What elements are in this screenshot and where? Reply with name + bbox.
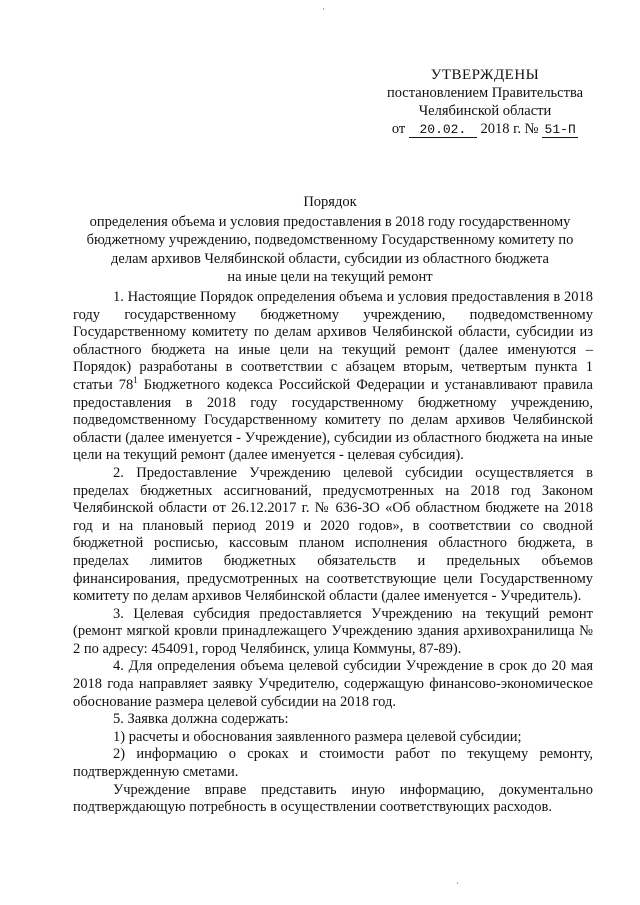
title-line-2: бюджетному учреждению, подведомственному Государственному комитету по [86, 232, 574, 248]
paragraph-2: 2. Предоставление Учреждению целевой субсидии осуществляется в пределах бюджетных ассигнований, предусмотренных на 2018 год Законом Челябинской области от 26.12.2017 г. № 636-ЗО «Об областном бюджете на 2018 год и на плановый период 2019 и 2020 годов», в соответствии со сводной бюджетной росписью, кассовым планом исполнения областного бюджета, в пределах лимитов бюджетных обязательств и предельных объемов финансирования, предусмотренных на соответствующие цели Государственному комитету по делам архивов Челябинской области (далее именуется - Учредитель). [73, 464, 593, 605]
document-body [73, 289, 593, 817]
paragraph-4: 4. Для определения объема целевой субсидии Учреждение в срок до 20 мая 2018 года направляет заявку Учредителю, содержащую финансово-экономическое обоснование размера целевой субсидии на 2018 год. [73, 658, 593, 710]
document-title: Порядок [303, 194, 357, 210]
approval-line-1: постановлением Правительства [386, 85, 584, 101]
approval-stamp [370, 66, 600, 138]
approval-heading: УТВЕРЖДЕНЫ [430, 67, 540, 83]
document-title-block [70, 193, 590, 287]
paragraph-5: 5. Заявка должна содержать: [113, 711, 289, 728]
scan-speck-top: · [322, 4, 325, 14]
paragraph-6: Учреждение вправе представить иную информацию, документально подтверждающую потребность в осуществлении соответствующих расходов. [73, 781, 593, 816]
paragraph-1-start: 1. Настоящие Порядок определения объема и условия предоставления в 2018 году государственному бюджетному учреждению, подведомственному Государственному комитету по делам архивов Челябинской области, субсидии из областного бюджета на иные цели на текущий ремонт (далее именуются – Порядок) разработаны в соответствии с абзацем вторым, четвертым пункта 1 статьи 78 [73, 289, 593, 393]
handwritten-number: 51-П [542, 123, 578, 138]
approval-line-2: Челябинской области [418, 103, 552, 119]
handwritten-date: 20.02. [409, 123, 477, 138]
article-superscript: 1 [133, 375, 138, 386]
title-line-1: определения объема и условия предоставления в 2018 году государственному [89, 213, 571, 230]
paragraph-1-end: Бюджетного кодекса Российской Федерации и устанавливают правила предоставления в 2018 году государственному бюджетному учреждению, подведомственному Государственному комитету по делам архивов Челябинской области (далее именуется - Учреждение), субсидии из областного бюджета на иные цели на текущий ремонт (далее именуется - целевая субсидия). [73, 376, 593, 464]
paragraph-3: 3. Целевая субсидия предоставляется Учреждению на текущий ремонт (ремонт мягкой кровли принадлежащего Учреждению здания архивохранилища № 2 по адресу: 454091, город Челябинск, улица Коммуны, 87-89). [73, 605, 593, 657]
scan-speck-bottom: · [456, 878, 459, 888]
paragraph-5-item-2: 2) информацию о сроках и стоимости работ по текущему ремонту, подтвержденную сметами. [73, 746, 593, 781]
approval-dateline [370, 120, 600, 138]
paragraph-5-item-1: 1) расчеты и обоснования заявленного размера целевой субсидии; [113, 728, 522, 745]
year-text: 2018 г. № [480, 121, 539, 137]
title-line-3: делам архивов Челябинской области, субсидии из областного бюджета [111, 250, 549, 267]
paragraph-1 [73, 289, 593, 465]
date-prefix: от [391, 121, 406, 137]
title-line-4: на иные цели на текущий ремонт [227, 269, 433, 285]
